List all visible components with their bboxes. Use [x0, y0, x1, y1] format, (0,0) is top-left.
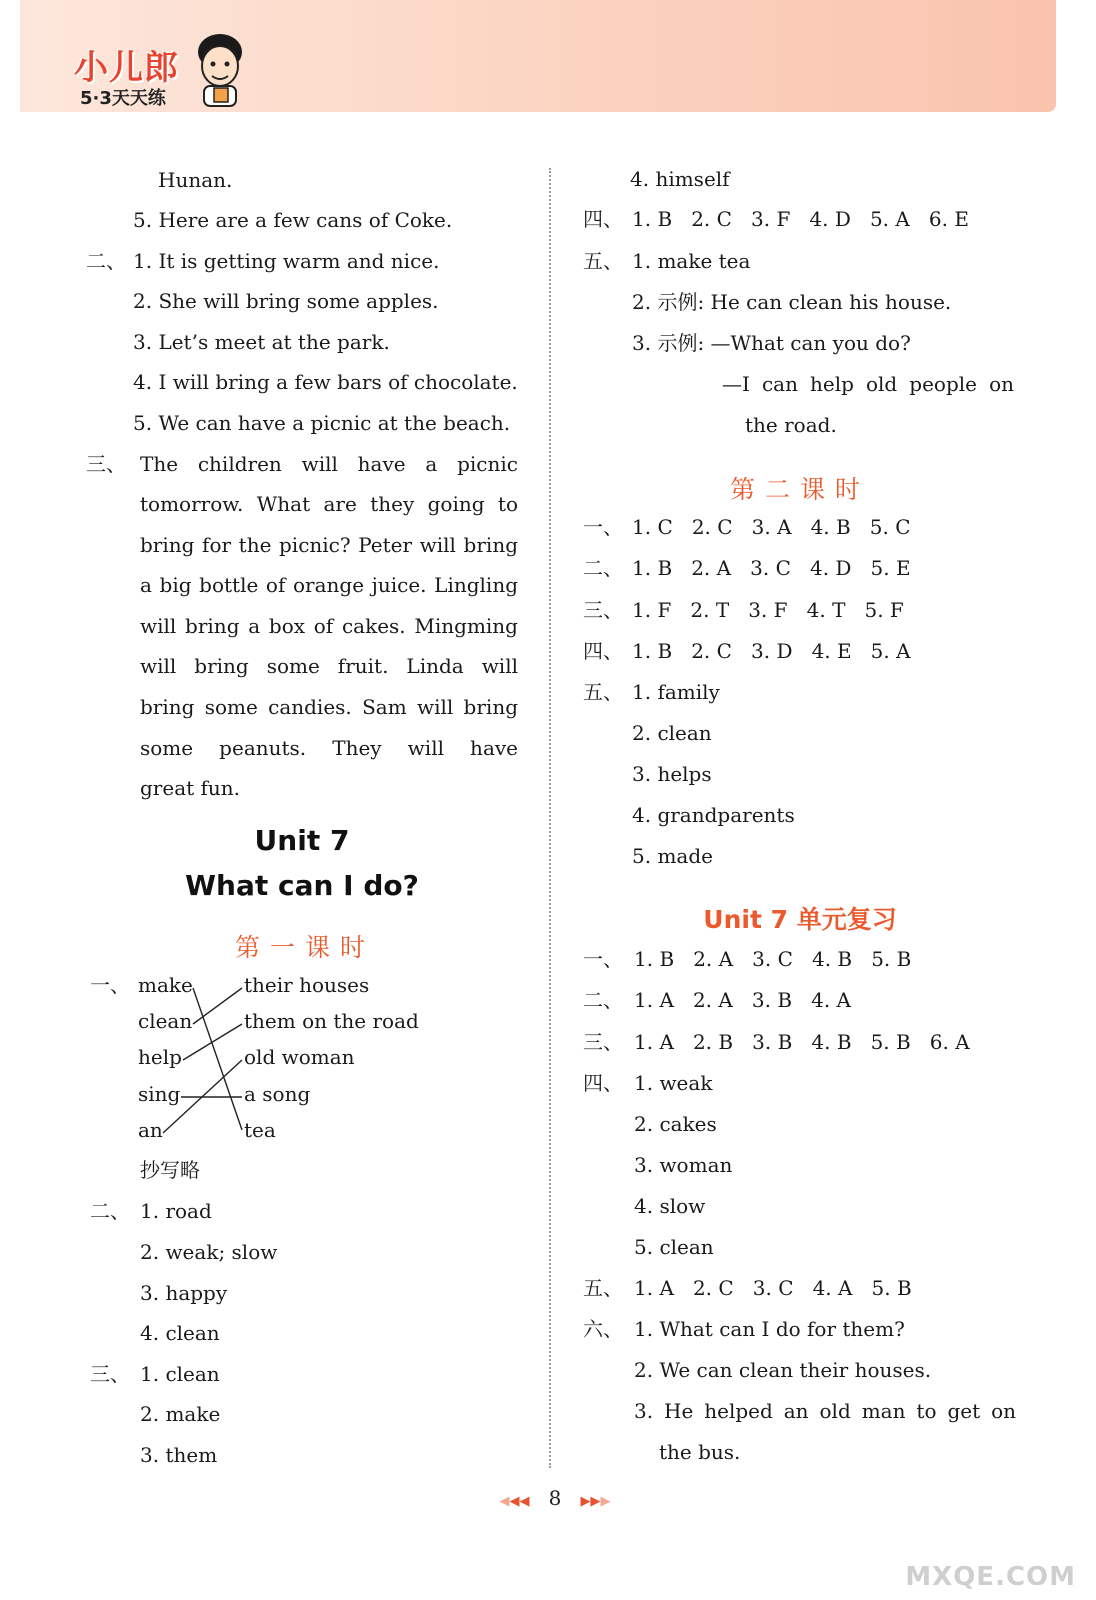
review-s4-item-2: 2. cakes	[634, 1112, 717, 1136]
lesson2-s2-answers: 1. B 2. A 3. C 4. D 5. E	[632, 556, 911, 580]
review-s5-label: 五、	[583, 1276, 623, 1300]
review-s4-item-1: 1. weak	[634, 1071, 713, 1095]
lesson2-s5-label: 五、	[583, 680, 623, 704]
review-s6-item-1: 1. What can I do for them?	[634, 1317, 905, 1341]
passage-line-6: will bring some fruit. Linda will	[140, 654, 518, 678]
prev-light-arrow-icon: ◀	[499, 1494, 510, 1509]
review-s5-answers: 1. A 2. C 3. C 4. A 5. B	[634, 1276, 912, 1300]
passage-line-3: bring for the picnic? Peter will bring	[140, 533, 518, 557]
review-s3-label: 三、	[583, 1030, 623, 1054]
review-s4-item-5: 5. clean	[634, 1235, 714, 1259]
passage-line-8: some peanuts. They will have	[140, 736, 518, 760]
match-right-5: tea	[244, 1118, 276, 1142]
logo-subtitle: 5·3天天练	[80, 88, 166, 109]
right-s5-item-2: 2. 示例: He can clean his house.	[632, 290, 952, 314]
left-line-coke: 5. Here are a few cans of Coke.	[133, 208, 453, 232]
unit-review-title: Unit 7 单元复习	[703, 905, 897, 934]
left-s3-label: 三、	[86, 452, 126, 476]
review-s6-label: 六、	[583, 1317, 623, 1341]
lesson2-s5-item-1: 1. family	[632, 680, 720, 704]
left-s2-item-1: 1. It is getting warm and nice.	[133, 249, 440, 273]
match-left-1: make	[138, 973, 193, 997]
left-s2b-item-2: 2. weak; slow	[140, 1240, 278, 1264]
left-s2-item-2: 2. She will bring some apples.	[133, 289, 439, 313]
review-s4-label: 四、	[583, 1071, 623, 1095]
unit-subtitle: What can I do?	[185, 869, 419, 902]
match-right-3: old woman	[244, 1045, 355, 1069]
left-s2b-item-1: 1. road	[140, 1199, 212, 1223]
left-line-hunan: Hunan.	[158, 168, 233, 192]
match-line-make-tea	[193, 988, 242, 1130]
right-s5-item-3-answer: —I can help old people on	[722, 372, 1014, 396]
lesson2-s4-label: 四、	[583, 639, 623, 663]
match-left-5: an	[138, 1118, 163, 1142]
lesson2-s5-item-4: 4. grandparents	[632, 803, 795, 827]
right-s5-item-3: 3. 示例: —What can you do?	[632, 331, 911, 355]
lesson2-s5-item-3: 3. helps	[632, 762, 712, 786]
left-s3b-item-1: 1. clean	[140, 1362, 220, 1386]
next-arrow-icon: ▶▶	[580, 1494, 601, 1509]
passage-line-9: great fun.	[140, 776, 241, 800]
lesson-2-title: 第二课时	[729, 475, 870, 504]
review-s3-answers: 1. A 2. B 3. B 4. B 5. B 6. A	[634, 1030, 970, 1054]
copy-note: 抄写略	[140, 1158, 200, 1182]
review-s4-item-4: 4. slow	[634, 1194, 706, 1218]
lesson2-s3-answers: 1. F 2. T 3. F 4. T 5. F	[632, 598, 904, 622]
match-line-clean-their-houses	[193, 988, 242, 1024]
passage-line-1: The children will have a picnic	[140, 452, 518, 476]
lesson2-s2-label: 二、	[583, 556, 623, 580]
right-s5-item-1: 1. make tea	[632, 249, 751, 273]
match-right-1: their houses	[244, 973, 370, 997]
logo-title: 小儿郎	[74, 48, 179, 88]
left-s2b-item-3: 3. happy	[140, 1281, 228, 1305]
left-s2b-label: 二、	[90, 1199, 130, 1223]
review-s1-label: 一、	[583, 947, 623, 971]
lesson2-s4-answers: 1. B 2. C 3. D 4. E 5. A	[632, 639, 911, 663]
passage-line-7: bring some candies. Sam will bring	[140, 695, 518, 719]
review-s1-answers: 1. B 2. A 3. C 4. B 5. B	[634, 947, 912, 971]
left-s3b-item-3: 3. them	[140, 1443, 218, 1467]
left-s2-item-4: 4. I will bring a few bars of chocolate.	[133, 370, 518, 394]
lesson2-s1-answers: 1. C 2. C 3. A 4. B 5. C	[632, 515, 911, 539]
lesson2-s3-label: 三、	[583, 598, 623, 622]
passage-line-4: a big bottle of orange juice. Lingling	[140, 573, 518, 597]
right-s4-answers: 1. B 2. C 3. F 4. D 5. A 6. E	[632, 207, 969, 231]
passage-line-2: tomorrow. What are they going to	[140, 492, 518, 516]
left-s2-item-5: 5. We can have a picnic at the beach.	[133, 411, 511, 435]
review-s6-item-2: 2. We can clean their houses.	[634, 1358, 932, 1382]
match-right-4: a song	[244, 1082, 311, 1106]
right-himself: 4. himself	[630, 167, 730, 191]
left-s2-item-3: 3. Let’s meet at the park.	[133, 330, 390, 354]
lesson2-s5-item-5: 5. made	[632, 844, 713, 868]
review-s2-answers: 1. A 2. A 3. B 4. A	[634, 988, 852, 1012]
left-s3b-item-2: 2. make	[140, 1402, 221, 1426]
match-line-help-them-on-road	[183, 1024, 242, 1060]
left-s2b-item-4: 4. clean	[140, 1321, 220, 1345]
right-s5-label: 五、	[583, 249, 623, 273]
page-number: 8	[548, 1486, 562, 1510]
review-s6-item-3-end: the bus.	[659, 1440, 741, 1464]
left-s2-label: 二、	[86, 249, 126, 273]
match-left-2: clean	[138, 1009, 193, 1033]
match-right-2: them on the road	[244, 1009, 419, 1033]
next-light-arrow-icon: ▶	[600, 1494, 611, 1509]
lesson2-s5-item-2: 2. clean	[632, 721, 712, 745]
match-left-4: sing	[138, 1082, 181, 1106]
watermark: MXQE.COM	[905, 1562, 1076, 1592]
review-s2-label: 二、	[583, 988, 623, 1012]
lesson2-s1-label: 一、	[583, 515, 623, 539]
review-s4-item-3: 3. woman	[634, 1153, 733, 1177]
right-s4-label: 四、	[583, 207, 623, 231]
passage-line-5: will bring a box of cakes. Mingming	[140, 614, 518, 638]
right-s5-item-3-answer-end: the road.	[745, 413, 837, 437]
match-left-3: help	[138, 1045, 182, 1069]
lesson-1-title: 第一课时	[234, 933, 375, 962]
page-footer	[470, 1486, 640, 1510]
left-s3b-label: 三、	[90, 1362, 130, 1386]
prev-arrow-icon: ◀◀	[509, 1494, 530, 1509]
match-label: 一、	[90, 973, 130, 997]
unit-title: Unit 7	[254, 824, 350, 857]
review-s6-item-3: 3. He helped an old man to get on	[634, 1399, 1016, 1423]
